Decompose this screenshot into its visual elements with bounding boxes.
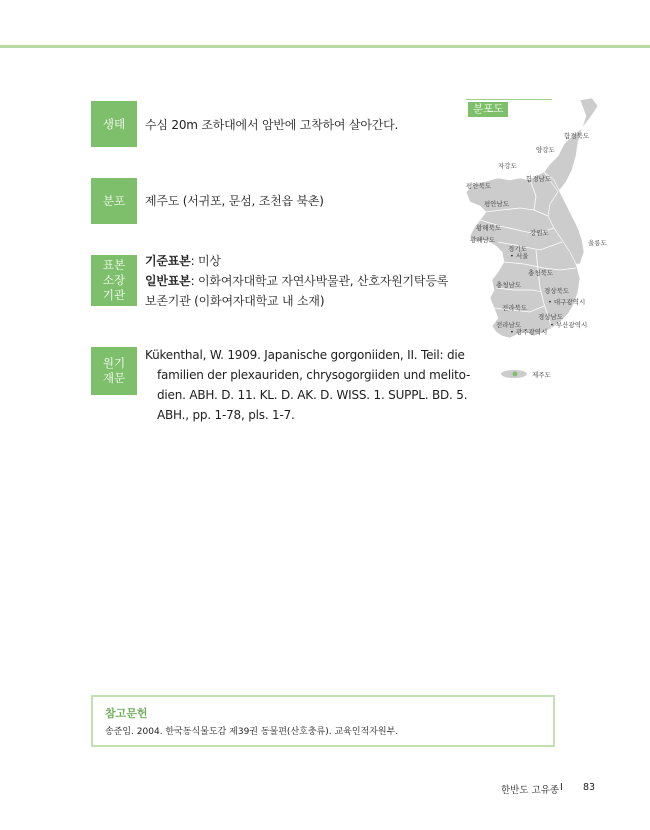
map-label: 경상북도 [544, 287, 570, 295]
type-specimen-label: 기준표본 [145, 254, 191, 268]
page-number: 83 [583, 782, 596, 793]
map-header-rule [466, 99, 552, 100]
map-label: 경기도 [508, 245, 527, 253]
references-text: 송준임. 2004. 한국동식물도감 제39권 동물편(산호충류). 교육인적자원부. [105, 727, 399, 737]
footer-separator: I [560, 782, 563, 793]
map-label: • 대구광역시 [548, 298, 586, 306]
map-label: 함경북도 [564, 132, 590, 140]
tag-original [91, 347, 137, 395]
map-label: 평안남도 [484, 200, 510, 208]
map-title: 분포도 [468, 102, 508, 117]
tag-original-line1: 원기 [102, 356, 126, 370]
tag-distribution-label: 분포 [102, 193, 126, 208]
original-line: dien. ABH. D. 11. KL. D. AK. D. WISS. 1. SUPPL. BD. 5. [157, 388, 468, 402]
tag-specimen-line2: 소장 [102, 273, 126, 287]
distribution-text: 제주도 (서귀포, 문섬, 조천읍 북촌) [145, 194, 324, 208]
tag-distribution [91, 178, 137, 224]
map-label: 충청북도 [528, 269, 554, 277]
map-label: 평안북도 [466, 182, 492, 190]
map-label: 양강도 [536, 146, 555, 154]
map-header [466, 99, 552, 116]
map-label: 충청남도 [496, 281, 522, 289]
general-specimen-line [145, 271, 448, 291]
tag-habitat [91, 101, 137, 147]
tag-specimen [91, 255, 137, 306]
tag-specimen-line1: 표본 [102, 258, 126, 272]
map-label: 강원도 [530, 229, 549, 237]
type-specimen-line [145, 251, 448, 271]
map-label: 전라북도 [502, 304, 528, 312]
original-line: Kükenthal, W. 1909. Japanische gorgoniiden, II. Teil: die [145, 348, 465, 362]
references-title: 참고문헌 [105, 707, 148, 720]
tag-original-line2: 재문 [102, 371, 126, 385]
general-specimen-label: 일반표본 [145, 274, 191, 288]
tag-habitat-label: 생태 [102, 116, 126, 131]
references-box [91, 695, 555, 747]
original-line: ABH., pp. 1-78, pls. 1-7. [157, 408, 295, 422]
map-label: • 부산광역시 [550, 321, 588, 329]
map-label: 황해남도 [470, 236, 496, 244]
map-label: 황해북도 [476, 224, 502, 232]
map-label: 자강도 [498, 162, 517, 170]
specimen-text [145, 251, 448, 311]
habitat-text: 수심 20m 조하대에서 암반에 고착하여 살아간다. [145, 118, 399, 132]
type-specimen-value: : 미상 [190, 254, 221, 268]
map-label: • 광주광역시 [510, 328, 548, 336]
original-line: familien der plexauriden, chrysogorgiiden und melito- [157, 368, 471, 382]
map-label: 함경남도 [526, 175, 552, 183]
top-rule [0, 45, 650, 48]
map-label: • 서울 [510, 252, 529, 260]
original-text [145, 345, 470, 425]
tag-specimen-line3: 기관 [102, 288, 126, 302]
distribution-map [440, 92, 620, 392]
map-label: 경상남도 [538, 313, 564, 321]
general-specimen-value: : 이화여자대학교 자연사박물관, 산호자원기탁등록 [190, 274, 449, 288]
footer-title: 한반도 고유종 [501, 785, 560, 796]
map-label: 전라남도 [496, 321, 522, 329]
map-label: 울릉도 [588, 239, 607, 247]
jeju-marker [513, 372, 518, 377]
map-label: 제주도 [532, 371, 551, 379]
general-specimen-cont: 보존기관 (이화여자대학교 내 소재) [145, 294, 325, 308]
